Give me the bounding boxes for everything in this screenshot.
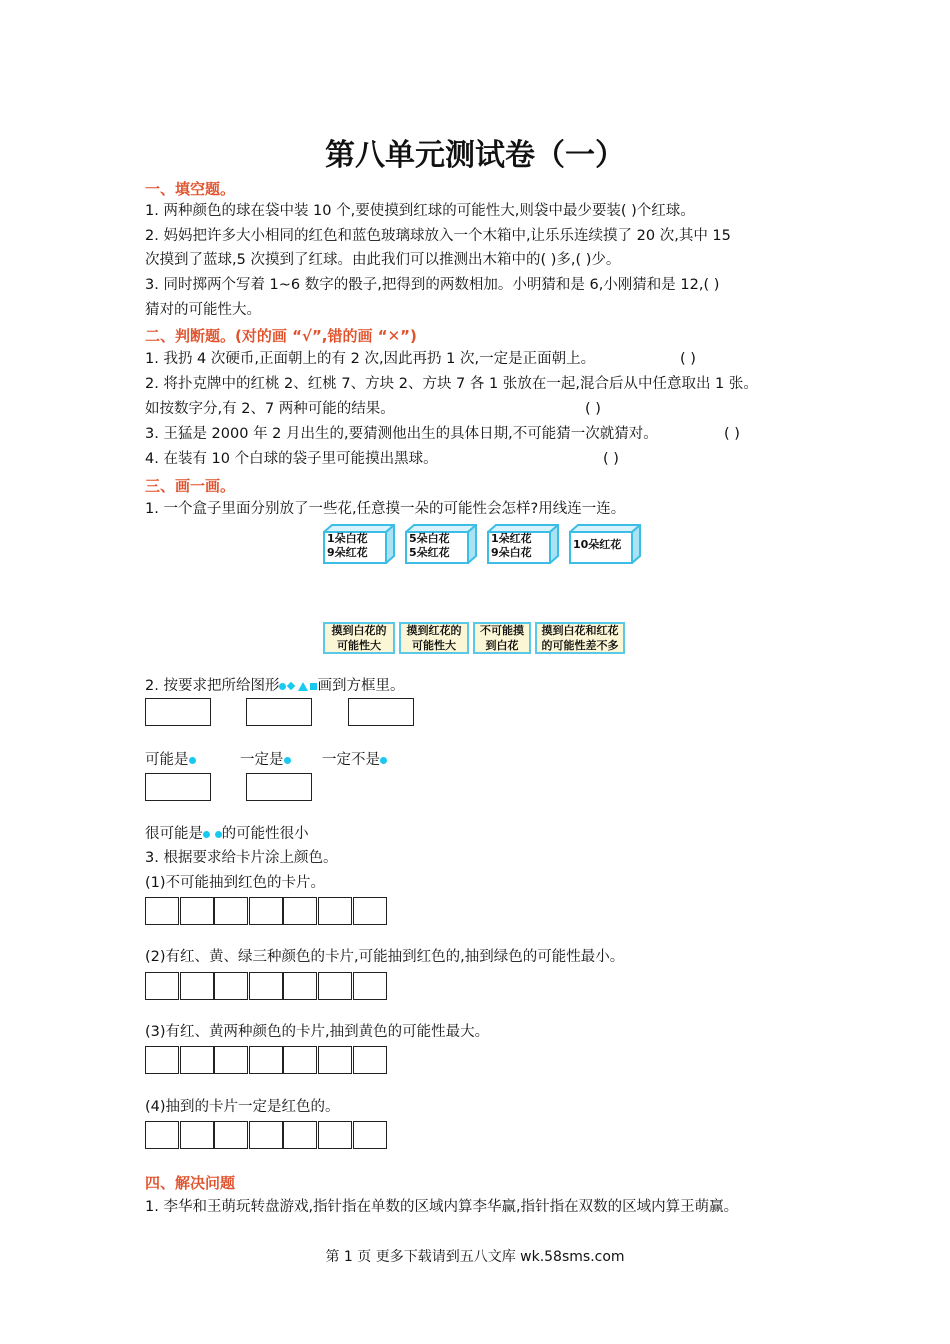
s3-q2-text: 2. 按要求把所给图形 [145, 678, 280, 694]
color-card[interactable] [283, 1121, 317, 1149]
section-3-heading: 三、画一画。 [145, 477, 236, 495]
req-impossible: 一定不是 [322, 748, 387, 772]
possibility-label: 摸到红花的 可能性大 [399, 622, 469, 654]
s2-q1-paren: ( ) [680, 351, 696, 367]
card-q1: (1)不可能抽到红色的卡片。 [145, 875, 326, 891]
color-card[interactable] [283, 1046, 317, 1074]
circle-shape-icon [284, 757, 291, 764]
card-row [145, 1121, 387, 1149]
color-card[interactable] [145, 1121, 179, 1149]
req-certain: 一定是 [240, 748, 291, 772]
possibility-label: 不可能摸 到白花 [473, 622, 531, 654]
flower-box [405, 524, 477, 564]
page-title: 第八单元测试卷（一） [325, 138, 625, 173]
color-card[interactable] [318, 897, 352, 925]
possibility-label: 摸到白花的 可能性大 [323, 622, 395, 654]
diamond-shape-icon [287, 682, 295, 690]
s1-q2b: 次摸到了蓝球,5 次摸到了红球。由此我们可以推测出木箱中的( )多,( )少。 [145, 252, 621, 268]
color-card[interactable] [318, 1046, 352, 1074]
s3-q1: 1. 一个盒子里面分别放了一些花,任意摸一朵的可能性会怎样?用线连一连。 [145, 501, 626, 517]
section-1-heading: 一、填空题。 [145, 180, 236, 198]
triangle-shape-icon [298, 682, 308, 691]
card-row [145, 897, 387, 925]
s2-q2b: 如按数字分,有 2、7 两种可能的结果。 [145, 401, 395, 417]
answer-box[interactable] [246, 698, 312, 726]
color-card[interactable] [283, 972, 317, 1000]
color-card[interactable] [145, 1046, 179, 1074]
answer-box[interactable] [145, 698, 211, 726]
answer-box[interactable] [246, 773, 312, 801]
color-card[interactable] [283, 897, 317, 925]
s2-q3-paren: ( ) [724, 426, 740, 442]
color-card[interactable] [353, 1046, 387, 1074]
circle-shape-icon [189, 757, 196, 764]
s2-q4-paren: ( ) [603, 451, 619, 467]
section-4-heading: 四、解决问题 [145, 1174, 236, 1192]
s4-q1: 1. 李华和王萌玩转盘游戏,指针指在单数的区域内算李华赢,指针指在双数的区域内算王萌赢。 [145, 1199, 739, 1215]
color-card[interactable] [214, 1121, 248, 1149]
flower-boxes [323, 524, 641, 564]
circle-shape-icon [215, 831, 222, 838]
box-text: 9朵红花 [327, 546, 368, 559]
color-card[interactable] [249, 1121, 283, 1149]
section-2-heading: 二、判断题。(对的画 “√”,错的画 “✕”) [145, 327, 417, 345]
s1-q1: 1. 两种颜色的球在袋中装 10 个,要使摸到红球的可能性大,则袋中最少要装( )个红球。 [145, 203, 695, 219]
flower-box [487, 524, 559, 564]
box-text: 5朵红花 [409, 546, 450, 559]
color-card[interactable] [353, 897, 387, 925]
req-possible: 可能是 [145, 748, 196, 772]
possibility-label: 摸到白花和红花 的可能性差不多 [535, 622, 625, 654]
box-text: 9朵白花 [491, 546, 532, 559]
s2-q3: 3. 王猛是 2000 年 2 月出生的,要猜测他出生的具体日期,不可能猜一次就猜对。 [145, 426, 658, 442]
color-card[interactable] [249, 972, 283, 1000]
color-card[interactable] [318, 972, 352, 1000]
card-q4: (4)抽到的卡片一定是红色的。 [145, 1099, 340, 1115]
color-card[interactable] [180, 1046, 214, 1074]
circle-shape-icon [380, 757, 387, 764]
box-text: 10朵红花 [573, 538, 622, 551]
answer-box[interactable] [145, 773, 211, 801]
color-card[interactable] [180, 972, 214, 1000]
s2-q2a: 2. 将扑克牌中的红桃 2、红桃 7、方块 2、方块 7 各 1 张放在一起,混合后从中任意取出 1 张。 [145, 376, 758, 392]
color-card[interactable] [145, 972, 179, 1000]
color-card[interactable] [214, 1046, 248, 1074]
color-card[interactable] [214, 972, 248, 1000]
s3-q2-end: 画到方框里。 [317, 678, 405, 694]
box-text: 5朵白花 [409, 532, 450, 545]
s1-q2a: 2. 妈妈把许多大小相同的红色和蓝色玻璃球放入一个木箱中,让乐乐连续摸了 20 次,其中 15 [145, 228, 731, 244]
s3-q3: 3. 根据要求给卡片涂上颜色。 [145, 850, 338, 866]
color-card[interactable] [180, 897, 214, 925]
s2-q2-paren: ( ) [585, 401, 601, 417]
answer-box[interactable] [348, 698, 414, 726]
color-card[interactable] [318, 1121, 352, 1149]
box-text: 1朵红花 [491, 532, 532, 545]
circle-shape-icon [279, 683, 286, 690]
flower-box [569, 524, 641, 564]
card-row [145, 1046, 387, 1074]
s2-q1: 1. 我扔 4 次硬币,正面朝上的有 2 次,因此再扔 1 次,一定是正面朝上。 [145, 351, 596, 367]
s2-q4: 4. 在装有 10 个白球的袋子里可能摸出黑球。 [145, 451, 438, 467]
flower-box [323, 524, 395, 564]
req-likely: 很可能是 的可能性很小 [145, 826, 309, 842]
card-row [145, 972, 387, 1000]
color-card[interactable] [249, 897, 283, 925]
s1-q3b: 猜对的可能性大。 [145, 302, 261, 318]
circle-shape-icon [203, 831, 210, 838]
card-q3: (3)有红、黄两种颜色的卡片,抽到黄色的可能性最大。 [145, 1024, 490, 1040]
color-card[interactable] [353, 1121, 387, 1149]
color-card[interactable] [353, 972, 387, 1000]
page-footer: 第 1 页 更多下载请到五八文库 wk.58sms.com [325, 1249, 625, 1265]
color-card[interactable] [214, 897, 248, 925]
color-card[interactable] [249, 1046, 283, 1074]
possibility-labels [323, 622, 625, 654]
card-q2: (2)有红、黄、绿三种颜色的卡片,可能抽到红色的,抽到绿色的可能性最小。 [145, 949, 625, 965]
box-text: 1朵白花 [327, 532, 368, 545]
color-card[interactable] [145, 897, 179, 925]
s1-q3a: 3. 同时掷两个写着 1~6 数字的骰子,把得到的两数相加。小明猜和是 6,小刚猜和是 12,( ) [145, 277, 720, 293]
color-card[interactable] [180, 1121, 214, 1149]
s3-q2 [145, 674, 404, 698]
